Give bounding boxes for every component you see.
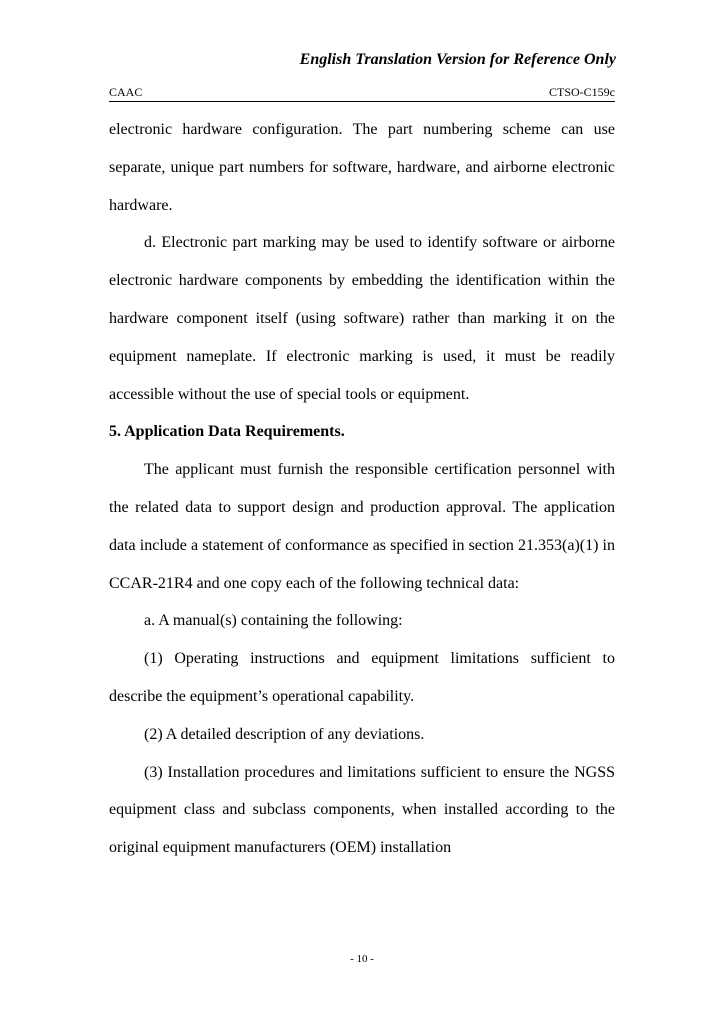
paragraph-application-data: The applicant must furnish the responsible certification personnel with the related data to support design and production approval. The application data include a statement of conformance as specified in section 21.353(a)(1) in CCAR-21R4 and one copy each of the following technical data: — [109, 461, 615, 592]
header-organization: CAAC — [109, 85, 143, 99]
running-header — [109, 85, 615, 102]
list-item-3: (3) Installation procedures and limitations sufficient to ensure the NGSS equipment class and subclass components, when installed according to the original equipment manufacturers (OEM) installation — [109, 763, 615, 857]
page-number: - 10 - — [350, 953, 374, 965]
list-item-1: (1) Operating instructions and equipment limitations sufficient to describe the equipment’s operational capability. — [109, 650, 615, 705]
header-document-id: CTSO-C159c — [549, 85, 615, 99]
body-text — [109, 111, 615, 867]
section-heading: 5. Application Data Requirements. — [109, 423, 345, 441]
paragraph-continued: electronic hardware configuration. The part numbering scheme can use separate, unique part numbers for software, hardware, and airborne electronic hardware. — [109, 121, 615, 214]
paragraph-electronic-marking: d. Electronic part marking may be used to identify software or airborne electronic hardware components by embedding the identification within the hardware component itself (using software) rather than marking it on the equipment nameplate. If electronic marking is used, it must be readily accessible without the use of special tools or equipment. — [109, 234, 615, 403]
list-item-2: (2) A detailed description of any deviations. — [144, 725, 425, 743]
translation-banner: English Translation Version for Reference Only — [299, 51, 616, 68]
list-item-a: a. A manual(s) containing the following: — [144, 612, 403, 630]
